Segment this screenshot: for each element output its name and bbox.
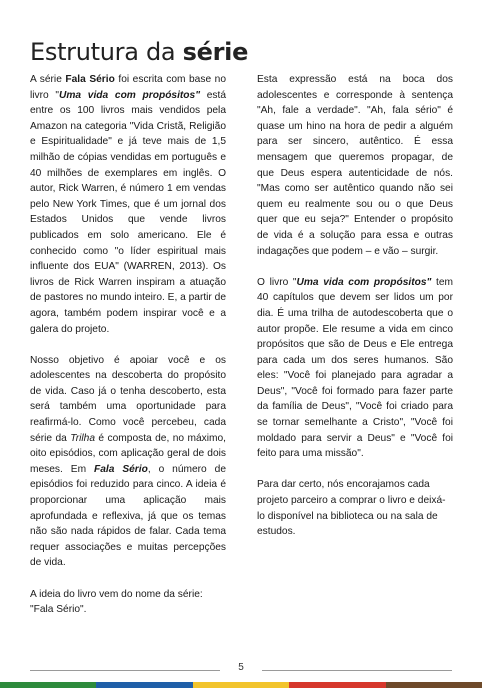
footer-rule-left [30,670,220,671]
paragraph [30,353,226,571]
right-column [257,72,453,555]
text-run: A ideia do livro vem do nome da série: "Fala Sério". [30,588,203,616]
text-run: Para dar certo, nós encorajamos cada projeto parceiro a comprar o livro e deixá-lo disponível na biblioteca ou na sala de estudos. [257,479,446,538]
text-run: foi escrita com base no livro " [30,74,226,101]
stripe-segment [96,682,192,688]
book-title: Uma vida com propósitos" [59,89,201,101]
color-stripe [0,682,482,688]
text-run: A série [30,74,66,85]
book-title: Uma vida com propósitos" [296,276,432,288]
stripe-segment [193,682,289,688]
page-title [30,38,248,66]
stripe-segment [386,682,482,688]
text-run: Esta expressão está na boca dos adolescentes e corresponde à sentença "Ah, fale a verdade". "Ah, fala sério" é quase um hino na hora de pedir a alguém para ser sincero, autêntico. É essa mensagem que queremos propagar, de que Deus espera autenticidade de nós. "Mas como ser autêntico quando não sei quem eu realmente sou ou o que Deus quer que eu seja?" Entender o propósito de vida é a solução para essa e outras indagações que podem – e vão – surgir. [257,74,453,257]
paragraph [257,477,453,539]
footer-rule-right [262,670,452,671]
title-prefix: Estrutura da [30,38,183,66]
paragraph [30,72,226,337]
paragraph [257,275,453,462]
page-number: 5 [238,662,244,673]
stripe-segment [289,682,385,688]
series-name: Fala Sério [94,463,148,475]
paragraph [257,72,453,259]
text-run: Nosso objetivo é apoiar você e os adolescentes na descoberta do propósito de vida. Caso já o tenha descoberto, esta será também uma oportunidade para reafirmá-lo. Como você percebeu, cada série da [30,354,226,444]
paragraph [30,587,226,618]
left-column [30,72,226,633]
text-run: é composta de, no máximo, oito episódios, com aplicação geral de dois meses. Em [30,432,226,475]
stripe-segment [0,682,96,688]
bold-text: Fala Sério [65,74,115,85]
text-run: , o número de episódios foi reduzido para cinco. A ideia é proporcionar uma aplicação mais aprofundada e reflexiva, já que os temas não são nada rápidos de falar. Cada tema requer associações e muitas percepções de vida. [30,463,226,569]
title-bold: série [182,38,249,66]
italic-text: Trilha [70,432,95,444]
text-run: O livro " [257,276,297,288]
text-run: tem 40 capítulos que devem ser lidos um por dia. É uma trilha de autodescoberta que o autor propõe. Ele resume a vida em cinco propósitos que são de Deus e Ele entrega para cada um dos seres humanos. São eles: "Você foi planejado para agradar a Deus", "Você foi formado para fazer parte da família de Deus", "Você foi criado para se tornar semelhante a Cristo", "Você foi moldado para servir a Deus" e "Você foi feito para uma missão". [257,276,453,460]
text-run: está entre os 100 livros mais vendidos pela Amazon na categoria "Vida Cristã, Religião e Espiritualidade" e já teve mais de 1,5 milhão de cópias vendidas em português e 40 milhões de exemplares em inglês. O autor, Rick Warren, é número 1 em vendas pelo New York Times, que é um jornal dos Estados Unidos que vende livros publicados em solo americano. Ele é conhecido como "o líder espiritual mais influente dos EUA" (WARREN, 2013). Os livros de Rick Warren inspiram a atuação de pastores no mundo inteiro. E, a partir de agora, também podem inspirar você e a galera do projeto. [30,89,226,335]
